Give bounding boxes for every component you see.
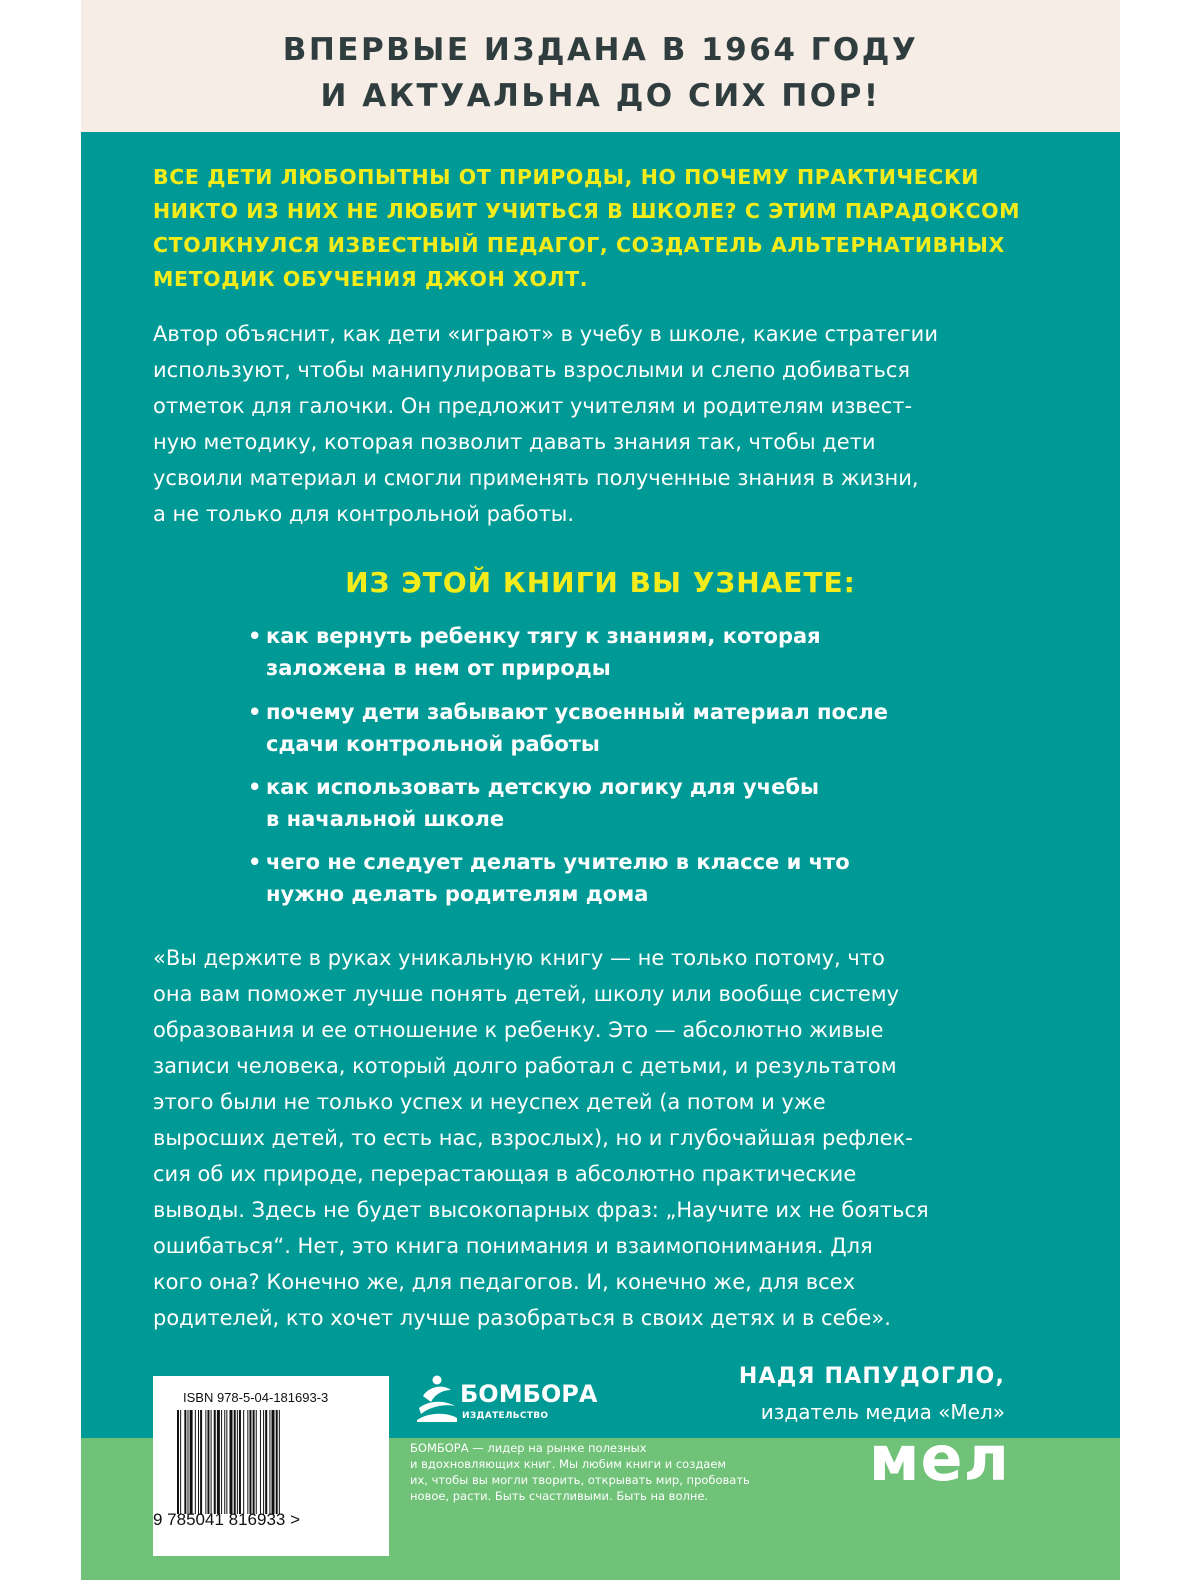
description-line: отметок для галочки. Он предложит учителям и родителям извест- — [153, 394, 913, 418]
barcode-bar — [180, 1410, 181, 1514]
quote-line: родителей, кто хочет лучше разобраться в своих детях и в себе». — [153, 1306, 891, 1330]
quote-line: записи человека, который долго работал с детьми, и результатом — [153, 1054, 897, 1078]
publisher-description-line: их, чтобы вы могли творить, открывать мир, пробовать — [410, 1473, 750, 1487]
learn-item-line: как использовать детскую логику для учебы — [266, 775, 819, 799]
barcode-bar — [265, 1410, 267, 1514]
barcode-bar — [234, 1410, 236, 1514]
barcode-bar — [247, 1410, 248, 1514]
intro-line: СТОЛКНУЛСЯ ИЗВЕСТНЫЙ ПЕДАГОГ, СОЗДАТЕЛЬ АЛЬТЕРНАТИВНЫХ — [153, 233, 1005, 257]
barcode-bar — [211, 1410, 212, 1514]
quote-line: ошибаться“. Нет, это книга понимания и взаимопонимания. Для — [153, 1234, 873, 1258]
barcode-bar — [269, 1410, 270, 1514]
quote-line: «Вы держите в руках уникальную книгу — не только потому, что — [153, 946, 885, 970]
barcode-bar — [224, 1410, 225, 1514]
publisher-name: БОМБОРА — [460, 1380, 598, 1408]
bullet-marker: • — [248, 700, 262, 724]
learn-section-title: ИЗ ЭТОЙ КНИГИ ВЫ УЗНАЕТЕ: — [345, 566, 856, 599]
barcode-digits: 9 785041 816933 > — [153, 1510, 301, 1529]
quote-line: кого она? Конечно же, для педагогов. И, конечно же, для всех — [153, 1270, 856, 1294]
barcode-bar — [243, 1410, 244, 1514]
wave-rider-icon — [415, 1374, 459, 1426]
intro-line: ВСЕ ДЕТИ ЛЮБОПЫТНЫ ОТ ПРИРОДЫ, НО ПОЧЕМУ ПРАКТИЧЕСКИ — [153, 165, 980, 189]
quote-author-name: НАДЯ ПАПУДОГЛО, — [738, 1364, 1005, 1389]
barcode-bar — [214, 1410, 216, 1514]
quote-author-role: издатель медиа «Мел» — [760, 1400, 1005, 1424]
barcode-bar — [253, 1410, 255, 1514]
publisher-description-line: новое, расти. Быть счастливыми. Быть на волне. — [410, 1489, 709, 1503]
barcode-bar — [272, 1410, 275, 1514]
barcode-bar — [188, 1410, 189, 1514]
isbn-number: ISBN 978-5-04-181693-3 — [183, 1390, 329, 1405]
description-line: Автор объяснит, как дети «играют» в учебу в школе, какие стратегии — [153, 322, 938, 346]
learn-item-line: заложена в нем от природы — [266, 656, 611, 680]
barcode-bar — [207, 1410, 209, 1514]
bullet-marker: • — [248, 850, 262, 874]
description-paragraph — [153, 316, 938, 532]
learn-item-line: как вернуть ребенку тягу к знаниям, которая — [266, 624, 821, 648]
learn-item-line: в начальной школе — [266, 807, 505, 831]
barcode-bar — [184, 1410, 186, 1514]
bullet-marker: • — [248, 775, 262, 799]
barcode-bar — [260, 1410, 261, 1514]
quote-line: выводы. Здесь не будет высокопарных фраз: „Научите их не бояться — [153, 1198, 929, 1222]
barcode-bars — [177, 1410, 365, 1514]
learn-item — [248, 620, 821, 684]
description-line: а не только для контрольной работы. — [153, 502, 575, 526]
barcode-bar — [230, 1410, 233, 1514]
barcode-bar — [221, 1410, 222, 1514]
quote-line: она вам поможет лучше понять детей, школу или вообще систему — [153, 982, 900, 1006]
barcode-bar — [205, 1410, 206, 1514]
barcode-bar — [190, 1410, 193, 1514]
quote-line: выросших детей, то есть нас, взрослых), но и глубочайшая рефлек- — [153, 1126, 913, 1150]
barcode-bar — [239, 1410, 241, 1514]
barcode-bar — [263, 1410, 264, 1514]
intro-paragraph — [153, 160, 1020, 296]
bullet-marker: • — [248, 624, 262, 648]
barcode-bar — [256, 1410, 257, 1514]
learn-item-line: нужно делать родителям дома — [266, 882, 649, 906]
barcode-bar — [279, 1410, 280, 1514]
barcode-bar — [200, 1410, 202, 1514]
header-band — [81, 0, 1120, 132]
quote-line: образования и ее отношение к ребенку. Это — абсолютно живые — [153, 1018, 884, 1042]
mel-media-logo: мел — [868, 1422, 1010, 1495]
barcode-bar — [198, 1410, 199, 1514]
intro-line: НИКТО ИЗ НИХ НЕ ЛЮБИТ УЧИТЬСЯ В ШКОЛЕ? С ЭТИМ ПАРАДОКСОМ — [153, 199, 1021, 223]
barcode-bar — [237, 1410, 238, 1514]
publisher-logo — [415, 1374, 598, 1434]
quote-paragraph — [153, 940, 929, 1336]
header-line-1: ВПЕРВЫЕ ИЗДАНА В 1964 ГОДУ — [282, 32, 919, 68]
intro-line: МЕТОДИК ОБУЧЕНИЯ ДЖОН ХОЛТ. — [153, 267, 589, 291]
description-line: используют, чтобы манипулировать взрослыми и слепо добиваться — [153, 358, 911, 382]
quote-line: сия об их природе, перерастающая в абсолютно практические — [153, 1162, 857, 1186]
learn-item — [248, 696, 888, 760]
learn-item-line: сдачи контрольной работы — [266, 732, 600, 756]
learn-item — [248, 846, 850, 910]
barcode-bar — [217, 1410, 220, 1514]
quote-line: этого были не только успех и неуспех детей (а потом и уже — [153, 1090, 826, 1114]
description-line: усвоили материал и смогли применять полученные знания в жизни, — [153, 466, 919, 490]
barcode-bar — [249, 1410, 251, 1514]
learn-item-line: почему дети забывают усвоенный материал после — [266, 700, 889, 724]
learn-item — [248, 771, 819, 835]
barcode-bar — [195, 1410, 196, 1514]
barcode-bar — [177, 1410, 179, 1514]
publisher-description-line: БОМБОРА — лидер на рынке полезных — [410, 1441, 647, 1455]
back-cover — [81, 0, 1120, 1580]
isbn-barcode — [153, 1376, 389, 1556]
learn-item-line: чего не следует делать учителю в классе и что — [266, 850, 850, 874]
barcode-bar — [226, 1410, 227, 1514]
description-line: ную методику, которая позволит давать знания так, чтобы дети — [153, 430, 876, 454]
barcode-bar — [276, 1410, 278, 1514]
publisher-description-line: и вдохновляющих книг. Мы любим книги и создаем — [410, 1457, 727, 1471]
header-line-2: И АКТУАЛЬНА ДО СИХ ПОР! — [320, 78, 881, 114]
publisher-description — [410, 1440, 750, 1504]
publisher-subtitle: ИЗДАТЕЛЬСТВО — [462, 1411, 549, 1421]
